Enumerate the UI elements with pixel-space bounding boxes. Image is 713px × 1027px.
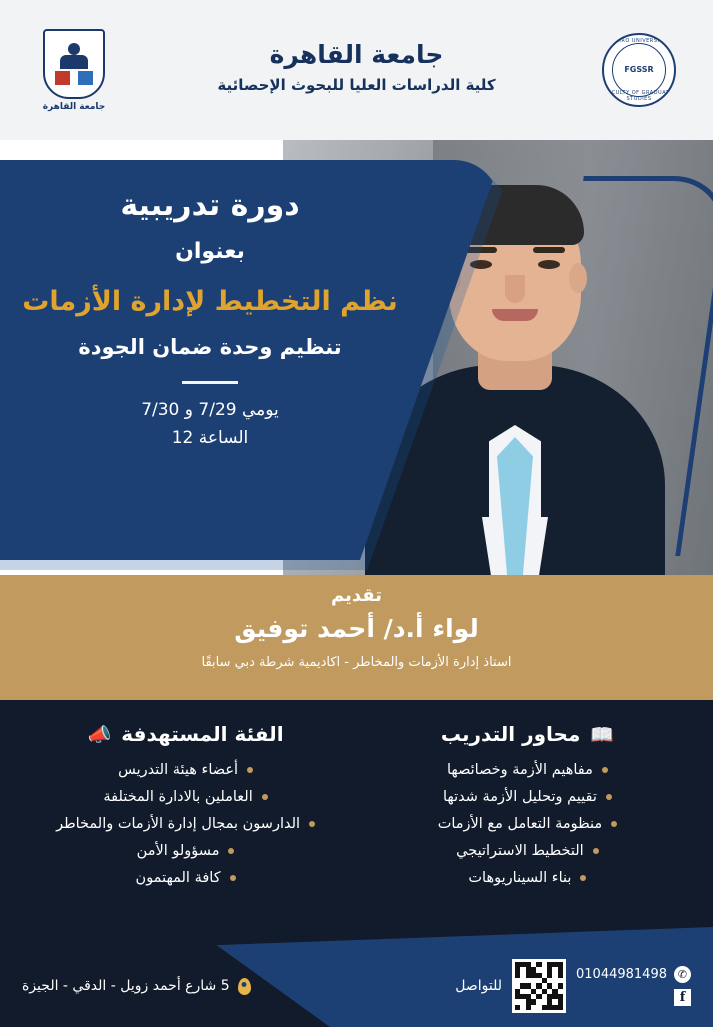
topics-list	[376, 762, 679, 886]
facebook-icon[interactable]: f	[674, 989, 691, 1006]
list-item-label: بناء السيناريوهات	[468, 870, 572, 886]
target-audience-column	[34, 722, 337, 897]
target-audience-heading	[34, 722, 337, 746]
list-item-label: أعضاء هيئة التدريس	[118, 762, 238, 778]
hero-section	[0, 140, 713, 575]
whatsapp-icon[interactable]: ✆	[674, 966, 691, 983]
list-item	[34, 843, 337, 859]
bullet-dot	[309, 821, 315, 827]
topics-heading	[376, 722, 679, 746]
list-item-label: تقييم وتحليل الأزمة شدتها	[442, 789, 597, 805]
location-pin-icon	[238, 978, 251, 995]
topics-title: محاور التدريب	[440, 722, 581, 746]
list-item-label: مسؤولو الأمن	[136, 843, 220, 859]
content-columns	[0, 700, 713, 897]
list-item-label: الدارسون بمجال إدارة الأزمات والمخاطر	[56, 816, 301, 832]
list-item-label: كافة المهتمون	[135, 870, 221, 886]
cairo-university-logo	[22, 29, 126, 112]
list-item	[34, 762, 337, 778]
topics-column	[376, 722, 679, 897]
seal-center-text: FGSSR	[612, 43, 666, 97]
bullet-dot	[606, 794, 612, 800]
seal-ring-bottom-text: FACULTY OF GRADUATE STUDIES	[605, 90, 673, 102]
qr-code[interactable]	[512, 959, 566, 1013]
list-item	[376, 816, 679, 832]
target-audience-title: الفئة المستهدفة	[121, 722, 284, 746]
list-item	[376, 762, 679, 778]
address-block	[22, 978, 251, 995]
cairo-university-logo-icon	[43, 29, 105, 99]
presenter-name: لواء أ.د/ أحمد توفيق	[234, 614, 479, 643]
bullet-dot	[602, 767, 608, 773]
list-item	[376, 870, 679, 886]
faculty-name: كلية الدراسات العليا للبحوث الإحصائية	[217, 76, 496, 94]
course-time: الساعة 12	[171, 428, 249, 448]
presenter-role: استاذ إدارة الأزمات والمخاطر - اكاديمية شرطة دبي سابقًا	[201, 655, 512, 670]
course-date: يومي 7/29 و 7/30	[141, 400, 279, 420]
bullet-dot	[230, 875, 236, 881]
presenter-label: تقديم	[331, 585, 382, 606]
phone-number: 01044981498	[576, 967, 667, 982]
poster-footer	[0, 927, 713, 1027]
course-organizer: تنظيم وحدة ضمان الجودة	[78, 335, 342, 359]
list-item	[376, 843, 679, 859]
whatsapp-row[interactable]	[576, 966, 691, 983]
course-entitled-label: بعنوان	[175, 239, 245, 264]
list-item-label: التخطيط الاستراتيجي	[456, 843, 584, 859]
target-audience-list	[34, 762, 337, 886]
university-name: جامعة القاهرة	[269, 40, 444, 69]
footer-content	[0, 927, 713, 1027]
presenter-band	[0, 575, 713, 700]
cairo-university-logo-caption: جامعة القاهرة	[42, 101, 106, 112]
divider-rule	[182, 381, 238, 384]
seal-ring-top-text: CAIRO UNIVERSITY	[611, 38, 667, 44]
course-kicker: دورة تدريبية	[120, 188, 300, 223]
address-text: 5 شارع أحمد زويل - الدقي - الجيزة	[22, 978, 230, 994]
logo-figure-shape	[54, 41, 94, 87]
list-item	[34, 870, 337, 886]
facebook-row[interactable]	[576, 989, 691, 1006]
list-item	[34, 816, 337, 832]
megaphone-icon: 📣	[87, 723, 112, 746]
poster-header	[0, 0, 713, 140]
contact-block	[455, 959, 691, 1013]
header-titles	[126, 40, 587, 100]
course-title: نظم التخطيط لإدارة الأزمات	[22, 286, 398, 317]
bullet-dot	[247, 767, 253, 773]
faculty-seal-icon	[602, 33, 676, 107]
bullet-dot	[228, 848, 234, 854]
list-item-label: العاملين بالادارة المختلفة	[103, 789, 253, 805]
list-item-label: مفاهيم الأزمة وخصائصها	[446, 762, 593, 778]
open-book-icon: 📖	[590, 723, 615, 746]
hero-text-block	[0, 188, 420, 448]
contact-label: للتواصل	[455, 978, 503, 994]
list-item	[376, 789, 679, 805]
faculty-seal-logo	[587, 33, 691, 107]
bullet-dot	[593, 848, 599, 854]
bullet-dot	[262, 794, 268, 800]
list-item	[34, 789, 337, 805]
bullet-dot	[611, 821, 617, 827]
social-links	[576, 966, 691, 1006]
list-item-label: منظومة التعامل مع الأزمات	[437, 816, 603, 832]
bullet-dot	[580, 875, 586, 881]
